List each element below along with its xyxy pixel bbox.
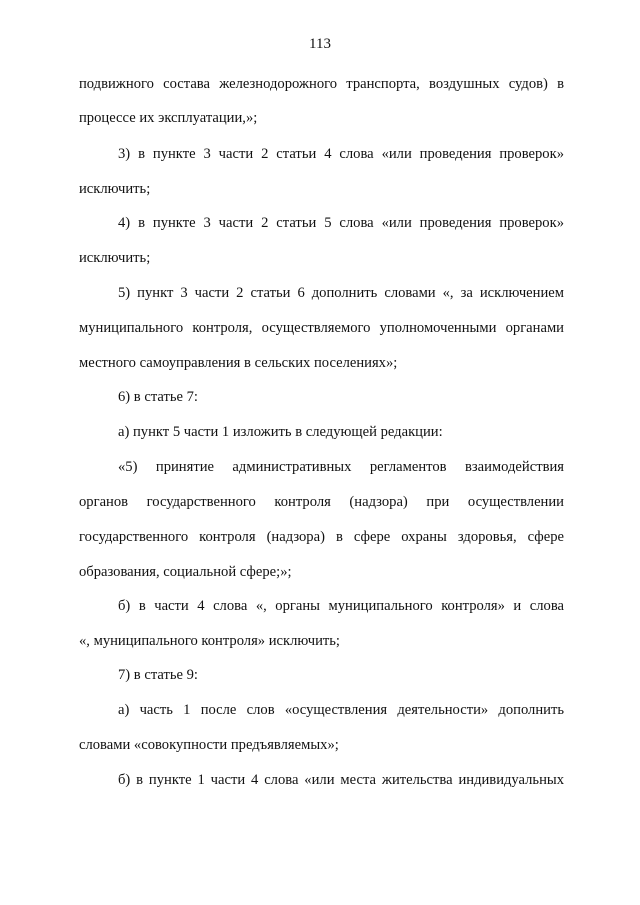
text-line-1: подвижного состава железнодорожного транспорта, воздушных судов) в	[79, 76, 564, 92]
text-line-13: органов государственного контроля (надзора) при осуществлении	[79, 494, 564, 510]
text-line-21: б) в пункте 1 части 4 слова «или места жительства индивидуальных	[118, 772, 564, 788]
text-line-10: 6) в статье 7:	[118, 389, 198, 405]
text-line-11: а) пункт 5 части 1 изложить в следующей редакции:	[118, 424, 443, 440]
text-line-14: государственного контроля (надзора) в сфере охраны здоровья, сфере	[79, 529, 564, 545]
text-line-5: 4) в пункте 3 части 2 статьи 5 слова «или проведения проверок»	[118, 215, 564, 231]
text-line-9: местного самоуправления в сельских поселениях»;	[79, 355, 398, 371]
text-line-4: исключить;	[79, 181, 151, 197]
text-line-7: 5) пункт 3 части 2 статьи 6 дополнить словами «, за исключением	[118, 285, 564, 301]
page-number: 113	[309, 36, 331, 52]
text-line-6: исключить;	[79, 250, 151, 266]
text-line-18: 7) в статье 9:	[118, 667, 198, 683]
text-line-8: муниципального контроля, осуществляемого уполномоченными органами	[79, 320, 564, 336]
text-line-15: образования, социальной сфере;»;	[79, 564, 292, 580]
text-line-3: 3) в пункте 3 части 2 статьи 4 слова «или проведения проверок»	[118, 146, 564, 162]
text-line-16: б) в части 4 слова «, органы муниципального контроля» и слова	[118, 598, 564, 614]
text-line-17: «, муниципального контроля» исключить;	[79, 633, 340, 649]
text-line-20: словами «совокупности предъявляемых»;	[79, 737, 339, 753]
text-line-2: процессе их эксплуатации,»;	[79, 110, 258, 126]
text-line-19: а) часть 1 после слов «осуществления деятельности» дополнить	[118, 702, 564, 718]
text-line-12: «5) принятие административных регламентов взаимодействия	[118, 459, 564, 475]
